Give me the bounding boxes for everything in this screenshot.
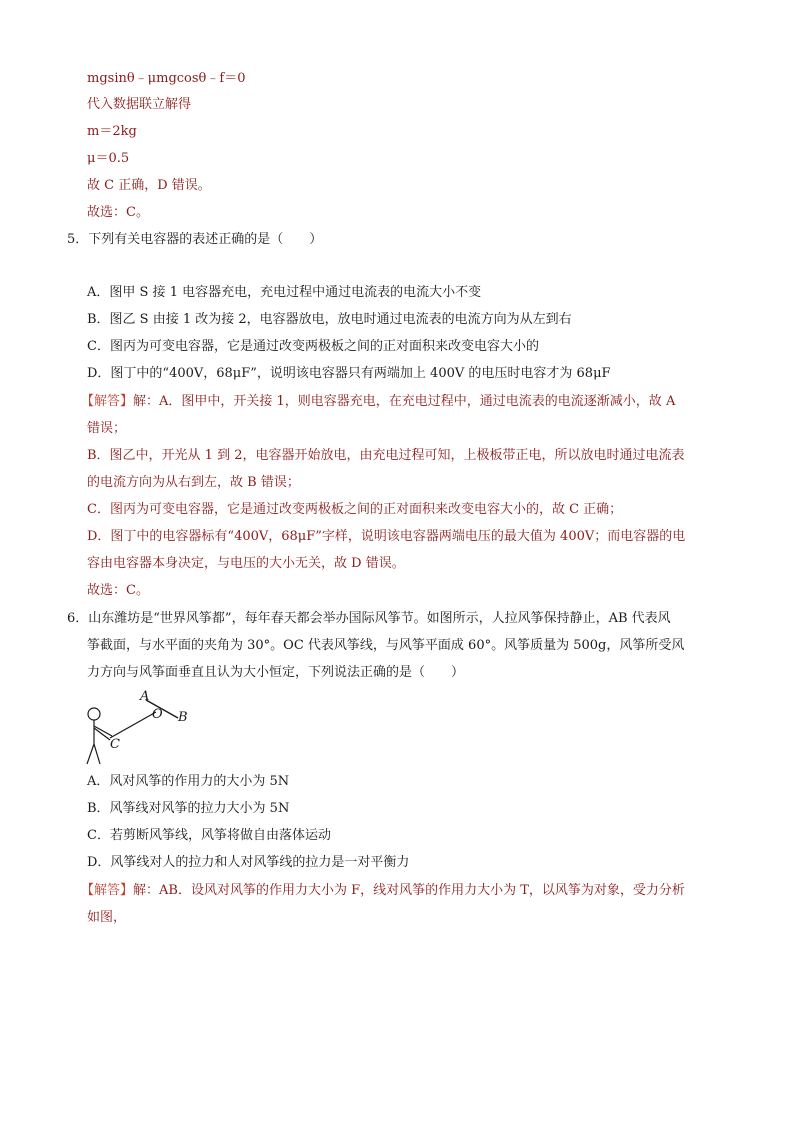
solution-mass: m＝2kg: [87, 124, 137, 139]
q5-solution-tag: 【解答】: [81, 394, 134, 409]
label-a: A: [140, 689, 150, 704]
q6-solution-line-1: 【解答】解：AB．设风对风筝的作用力大小为 F，线对风筝的作用力大小为 T，以风筝为对象，受力分析: [81, 883, 685, 898]
person-body: [87, 720, 112, 764]
label-c: C: [110, 737, 120, 752]
q5-solution-line-7: 容由电容器本身决定，与电压的大小无关，故 D 错误。: [87, 556, 405, 571]
q6-stem-line-1: 6．山东潍坊是“世界风筝都”，每年春天都会举办国际风筝节。如图所示，人拉风筝保持静止，AB 代表风: [67, 611, 671, 626]
q6-option-d: D．风筝线对人的拉力和人对风筝线的拉力是一对平衡力: [87, 855, 410, 870]
q5-answer: 故选：C。: [87, 583, 149, 598]
kite-string: [110, 712, 156, 738]
q5-solution-line-6: D．图丁中的电容器标有“400V，68μF”字样，说明该电容器两端电压的最大值为 400V；而电容器的电: [87, 529, 686, 544]
label-b: B: [178, 710, 188, 725]
q5-option-a: A．图甲 S 接 1 电容器充电，充电过程中通过电流表的电流大小不变: [87, 285, 482, 300]
solution-equation: mgsinθ﹣μmgcosθ﹣f＝0: [87, 71, 246, 86]
solution-conclusion: 故 C 正确，D 错误。: [87, 178, 211, 193]
label-o: O: [152, 707, 163, 722]
solution-answer: 故选：C。: [87, 205, 149, 220]
q5-option-d: D．图丁中的“400V，68μF”，说明该电容器只有两端加上 400V 的电压时电容才为 68μF: [87, 366, 611, 381]
q6-option-b: B．风筝线对风筝的拉力大小为 5N: [87, 801, 290, 816]
q6-option-c: C．若剪断风筝线，风筝将做自由落体运动: [87, 828, 331, 843]
q5-option-c: C．图丙为可变电容器，它是通过改变两极板之间的正对面积来改变电容大小的: [87, 339, 539, 354]
solution-mu: μ＝0.5: [87, 151, 130, 166]
q5-solution-line-1: 【解答】解：A．图甲中，开关接 1，则电容器充电，在充电过程中，通过电流表的电流逐渐减小，故 A: [81, 394, 676, 409]
q6-stem-line-3: 力方向与风筝面垂直且认为大小恒定，下列说法正确的是（ ）: [87, 665, 465, 680]
q5-solution-line-3: B．图乙中，开光从 1 到 2，电容器开始放电，由充电过程可知，上极板带正电，所以放电时通过电流表: [87, 448, 685, 463]
q5-option-b: B．图乙 S 由接 1 改为接 2，电容器放电，放电时通过电流表的电流方向为从左到右: [87, 312, 572, 327]
q6-solution-tag: 【解答】: [81, 883, 134, 898]
q6-option-a: A．风对风筝的作用力的大小为 5N: [87, 774, 290, 789]
solution-step: 代入数据联立解得: [87, 97, 192, 112]
q5-solution-line-5: C．图丙为可变电容器，它是通过改变两极板之间的正对面积来改变电容大小的，故 C 正确；: [87, 502, 623, 517]
q5-solution-line-4: 的电流方向为从右到左，故 B 错误；: [87, 475, 300, 490]
kite-figure: [82, 688, 212, 768]
q6-stem-line-2: 筝截面，与水平面的夹角为 30°。OC 代表风筝线，与风筝平面成 60°。风筝质量为 500g，风筝所受风: [87, 638, 685, 653]
q6-solution-line-2: 如图，: [87, 910, 127, 925]
q5-stem: 5．下列有关电容器的表述正确的是（ ）: [67, 232, 323, 247]
q5-solution-line-2: 错误；: [87, 421, 127, 436]
person-head: [88, 708, 100, 720]
